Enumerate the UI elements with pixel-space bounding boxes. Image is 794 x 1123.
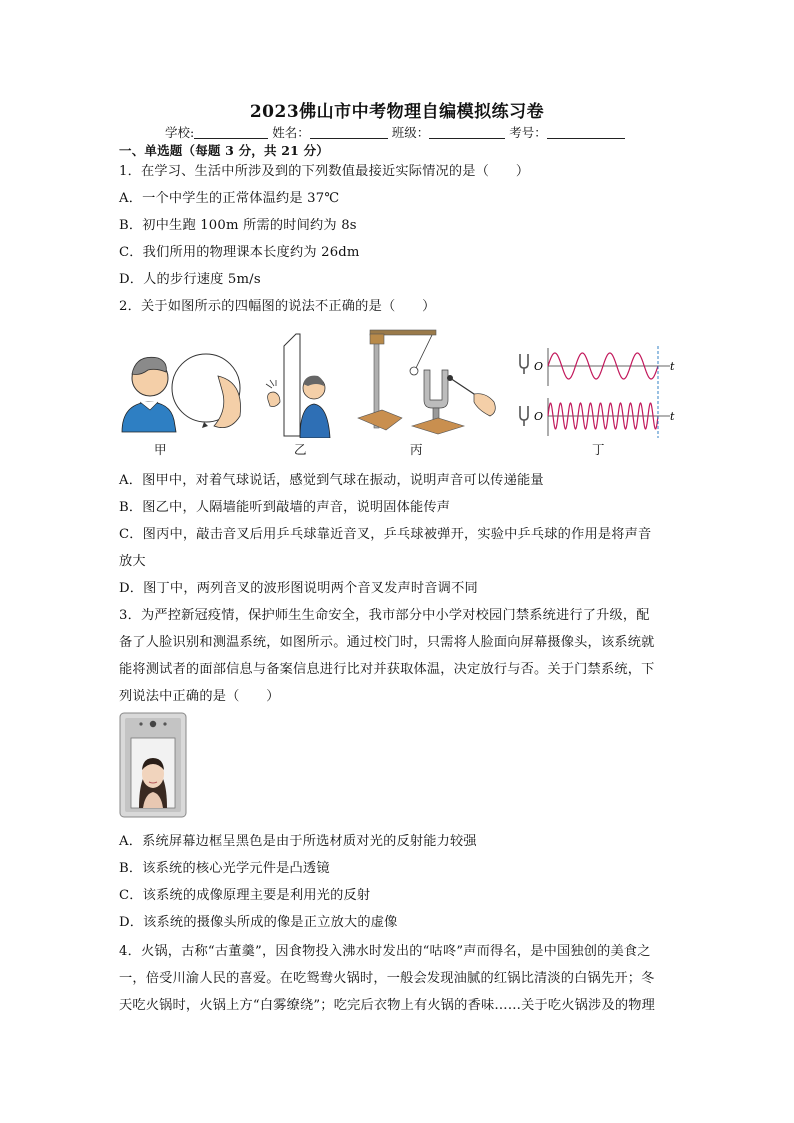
q2-option-c: C．图丙中，敲击音叉后用乒乓球靠近音叉，乒乓球被弹开，实验中乒乓球的作用是将声音 xyxy=(119,527,652,542)
tuning-fork-icon-top xyxy=(520,354,528,374)
face-recognition-terminal-image xyxy=(119,712,187,818)
figure-ding-waveforms xyxy=(516,344,678,438)
school-blank xyxy=(194,125,268,139)
q1-option-a: A．一个中学生的正常体温约是 37℃ xyxy=(119,191,340,206)
q1-option-d: D．人的步行速度 5m/s xyxy=(119,272,261,287)
q2-stem: 2．关于如图所示的四幅图的说法不正确的是（ ） xyxy=(119,299,436,314)
number-blank xyxy=(547,125,625,139)
section-heading: 一、单选题（每题 3 分，共 21 分） xyxy=(119,143,330,158)
number-label: 考号： xyxy=(509,125,547,140)
class-blank xyxy=(429,125,505,139)
q3-stem-line2: 备了人脸识别和测温系统，如图所示。通过校门时，只需将人脸面向屏幕摄像头，该系统就 xyxy=(119,635,655,650)
q1-stem: 1．在学习、生活中所涉及到的下列数值最接近实际情况的是（ ） xyxy=(119,164,530,179)
q3-stem-line3: 能将测试者的面部信息与备案信息进行比对并获取体温，决定放行与否。关于门禁系统，下 xyxy=(119,662,655,677)
origin-label-top: O xyxy=(534,360,544,373)
q3-option-b: B．该系统的核心光学元件是凸透镜 xyxy=(119,861,330,876)
tuning-fork-icon-bottom xyxy=(520,406,528,426)
origin-label-bottom: O xyxy=(534,410,544,423)
q3-option-d: D．该系统的摄像头所成的像是正立放大的虚像 xyxy=(119,915,398,930)
q3-option-c: C．该系统的成像原理主要是利用光的反射 xyxy=(119,888,371,903)
figure-yi-wall xyxy=(262,326,334,438)
caption-ding: 丁 xyxy=(592,442,605,457)
q2-option-b: B．图乙中，人隔墙能听到敲墙的声音，说明固体能传声 xyxy=(119,500,451,515)
name-label: 姓名： xyxy=(272,125,310,140)
q4-stem-line3: 天吃火锅时，火锅上方“白雾缭绕”；吃完后衣物上有火锅的香味……关于吃火锅涉及的物理 xyxy=(119,998,655,1013)
page-title: 2023佛山市中考物理自编模拟练习卷 xyxy=(249,102,545,122)
q3-stem-line4: 列说法中正确的是（ ） xyxy=(119,689,280,704)
class-label: 班级： xyxy=(391,125,430,140)
caption-yi: 乙 xyxy=(294,442,307,457)
student-info-row xyxy=(165,123,625,141)
q1-option-c: C．我们所用的物理课本长度约为 26dm xyxy=(119,245,360,260)
q3-stem-line1: 3．为严控新冠疫情，保护师生生命安全，我市部分中小学对校园门禁系统进行了升级，配 xyxy=(119,608,650,623)
q4-stem-line2: 一，倍受川渝人民的喜爱。在吃鸳鸯火锅时，一般会发现油腻的红锅比清淡的白锅先开；冬 xyxy=(119,971,655,986)
time-label-bottom: t xyxy=(670,410,675,423)
figure-bing-tuning-fork xyxy=(352,326,502,438)
school-label: 学校: xyxy=(165,125,195,140)
name-blank xyxy=(310,125,388,139)
q1-option-b: B．初中生跑 100m 所需的时间约为 8s xyxy=(119,218,357,233)
q2-option-a: A．图甲中，对着气球说话，感觉到气球在振动，说明声音可以传递能量 xyxy=(119,473,544,488)
q4-stem-line1: 4．火锅，古称“古董羹”，因食物投入沸水时发出的“咕咚”声而得名，是中国独创的美食之 xyxy=(119,944,651,959)
time-label-top: t xyxy=(670,360,675,373)
q2-option-c-cont: 放大 xyxy=(119,554,146,569)
q2-option-d: D．图丁中，两列音叉的波形图说明两个音叉发声时音调不同 xyxy=(119,581,478,596)
figure-jia-balloon xyxy=(118,346,248,434)
caption-bing: 丙 xyxy=(410,442,423,457)
camera-icon xyxy=(150,721,156,727)
caption-jia: 甲 xyxy=(154,442,167,457)
q3-option-a: A．系统屏幕边框呈黑色是由于所选材质对光的反射能力较强 xyxy=(119,834,477,849)
